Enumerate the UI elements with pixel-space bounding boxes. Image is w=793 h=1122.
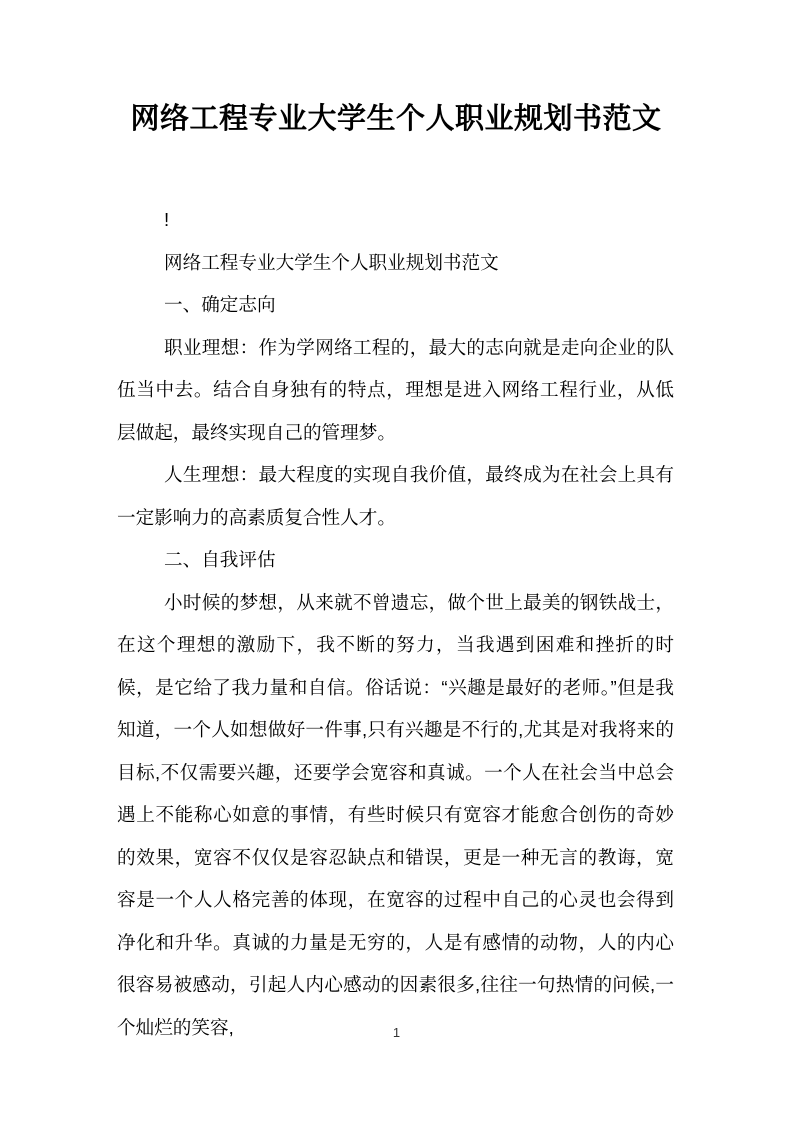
paragraph-subtitle: 网络工程专业大学生个人职业规划书范文 bbox=[164, 251, 499, 273]
document-body bbox=[117, 199, 674, 1049]
paragraph-career-ideal: 职业理想：作为学网络工程的，最大的志向就是走向企业的队伍当中去。结合自身独有的特点，理想是进入网络工程行业，从低层做起，最终实现自己的管理梦。 bbox=[117, 336, 674, 443]
section-heading-2: 二、自我评估 bbox=[164, 549, 276, 570]
paragraph-exclamation: ! bbox=[164, 209, 170, 230]
section-heading-1: 一、确定志向 bbox=[164, 294, 276, 315]
document-title: 网络工程专业大学生个人职业规划书范文 bbox=[130, 103, 662, 135]
paragraph-self-evaluation: 小时候的梦想，从来就不曾遗忘，做个世上最美的钢铁战士，在这个理想的激励下，我不断的努力，当我遇到困难和挫折的时候，是它给了我力量和自信。俗话说：“兴趣是最好的老师。”但是我知道，一个人如想做好一件事,只有兴趣是不行的,尤其是对我将来的目标,不仅需要兴趣，还要学会宽容和真诚。一个人在社会当中总会遇上不能称心如意的事情，有些时候只有宽容才能愈合创伤的奇妙的效果，宽容不仅仅是容忍缺点和错误，更是一种无言的教诲，宽容是一个人人格完善的体现，在宽容的过程中自己的心灵也会得到净化和升华。真诚的力量是无穷的，人是有感情的动物，人的内心很容易被感动，引起人内心感动的因素很多,往往一句热情的问候,一个灿烂的笑容, bbox=[117, 591, 674, 1038]
page-number: 1 bbox=[392, 1025, 401, 1040]
paragraph-life-ideal: 人生理想：最大程度的实现自我价值，最终成为在社会上具有一定影响力的高素质复合性人才。 bbox=[117, 464, 674, 528]
